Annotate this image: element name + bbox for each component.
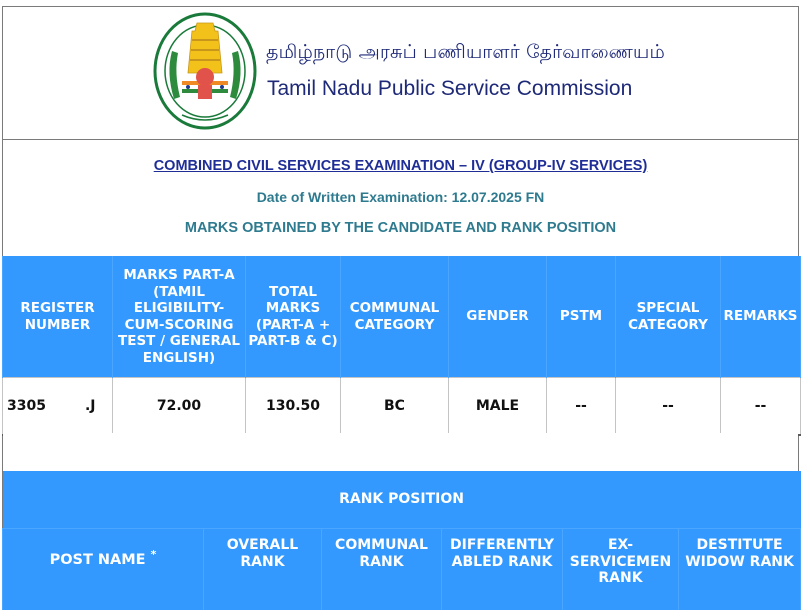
marks-header-row [3,256,801,378]
col-communal-rank: COMMUNAL RANK [322,529,442,610]
exam-title: COMBINED CIVIL SERVICES EXAMINATION – IV (GROUP-IV SERVICES) [3,158,798,174]
col-differently-abled-rank: DIFFERENTLY ABLED RANK [442,529,563,610]
org-name-tamil: தமிழ்நாடு அரசுப் பணியாளர் தேர்வாணையம் [266,41,665,66]
tamil-nadu-emblem-icon [152,11,258,133]
col-special-category: SPECIAL CATEGORY [616,256,721,378]
rank-position-table [2,471,801,610]
col-pstm: PSTM [547,256,616,378]
col-part-a-marks: MARKS PART-A (TAMIL ELIGIBILITY-CUM-SCORING TEST / GENERAL ENGLISH) [113,256,246,378]
post-name-footnote-mark: * [151,548,157,561]
col-post-name [3,529,204,610]
col-overall-rank: OVERALL RANK [204,529,322,610]
pstm-value: -- [547,378,616,436]
register-number-value: 3305 .J [3,378,113,436]
org-name-english: Tamil Nadu Public Service Commission [267,77,632,101]
total-marks-value: 130.50 [246,378,341,436]
communal-category-value: BC [341,378,449,436]
exam-titles [3,139,798,257]
rank-position-title: RANK POSITION [3,471,801,529]
gender-value: MALE [449,378,547,436]
col-ex-servicemen-rank: EX-SERVICEMEN RANK [563,529,679,610]
special-category-value: -- [616,378,721,436]
col-remarks: REMARKS [721,256,801,378]
exam-date: Date of Written Examination: 12.07.2025 FN [3,189,798,205]
marks-table [2,256,801,436]
marks-heading: MARKS OBTAINED BY THE CANDIDATE AND RANK POSITION [3,220,798,236]
rank-title-row [3,471,801,529]
remarks-value: -- [721,378,801,436]
section-spacer [3,433,798,471]
result-page [2,6,799,586]
rank-header-row [3,529,801,610]
col-gender: GENDER [449,256,547,378]
part-a-marks-value: 72.00 [113,378,246,436]
tnpsc-header [3,7,798,140]
post-name-label: POST NAME [50,552,146,568]
table-row [3,378,801,436]
col-communal-category: COMMUNAL CATEGORY [341,256,449,378]
col-register-number: REGISTER NUMBER [3,256,113,378]
col-destitute-widow-rank: DESTITUTE WIDOW RANK [679,529,801,610]
col-total-marks: TOTAL MARKS (PART-A + PART-B & C) [246,256,341,378]
